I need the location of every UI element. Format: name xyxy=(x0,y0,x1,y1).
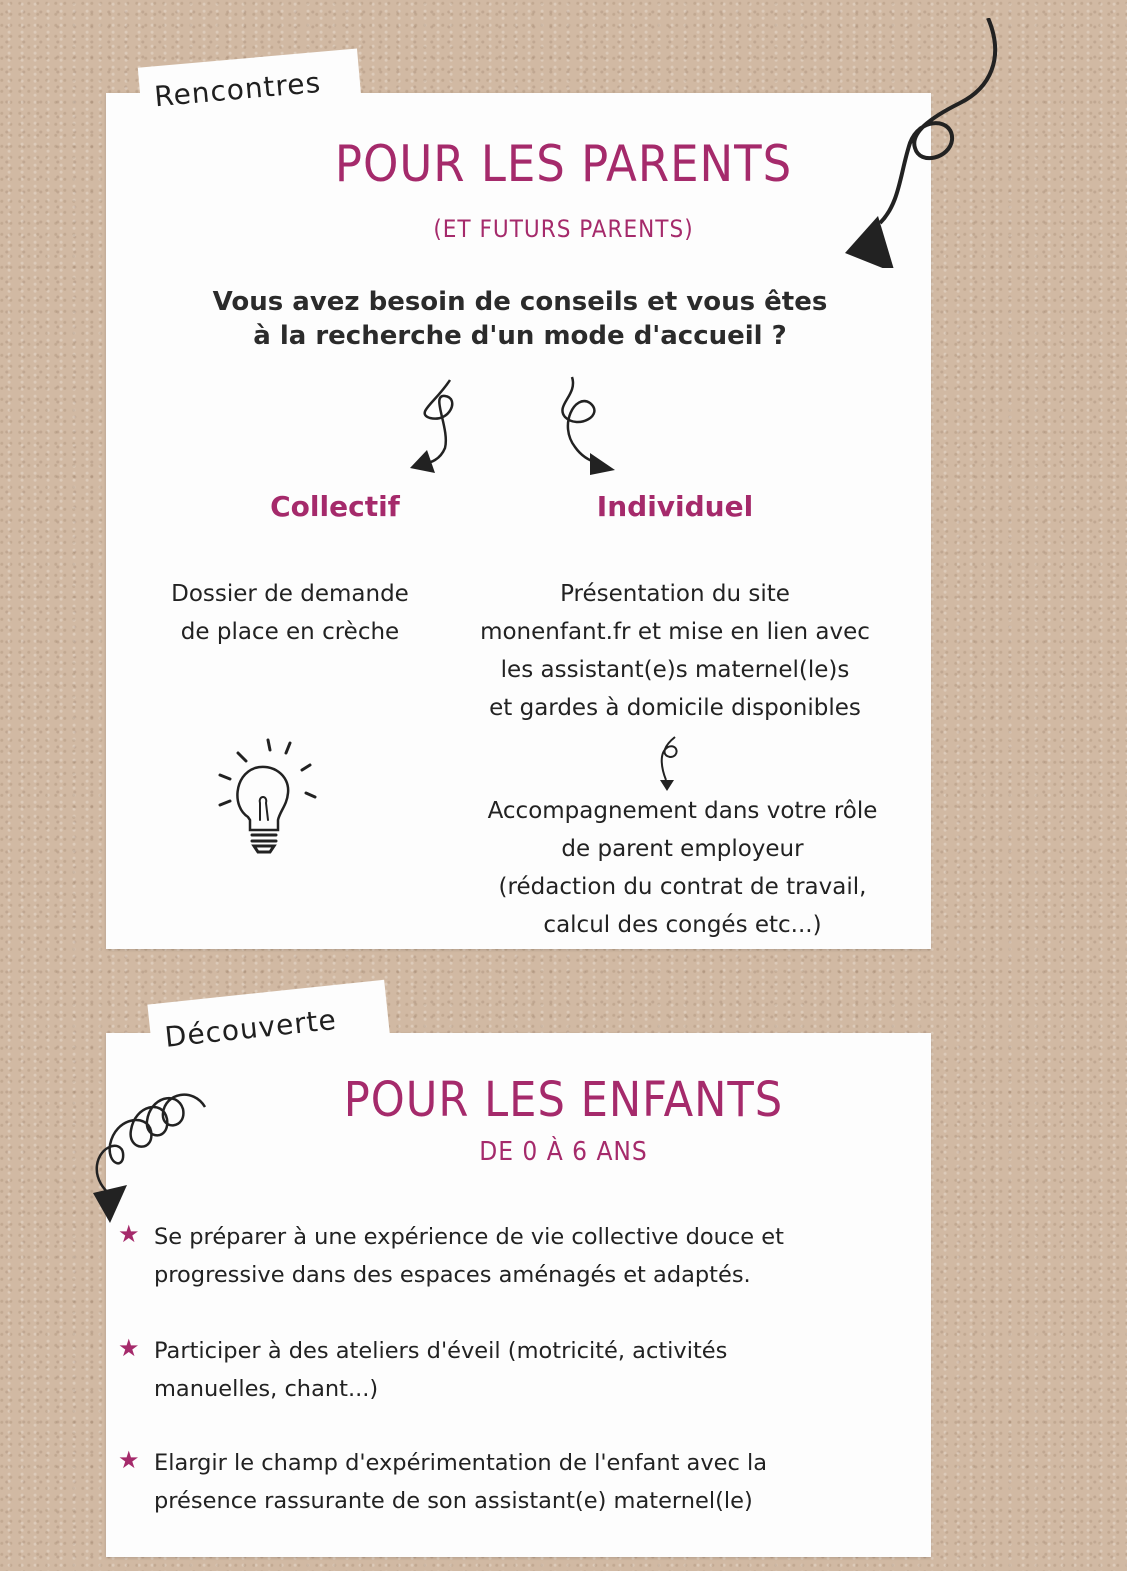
parents-title: POUR LES PARENTS xyxy=(334,135,793,193)
curly-arrow-icon xyxy=(550,375,620,480)
list-item-text xyxy=(154,1332,894,1408)
parents-question xyxy=(130,285,910,353)
curly-arrow-icon xyxy=(650,735,690,795)
curly-arrow-icon xyxy=(840,18,1010,268)
individuel-heading: Individuel xyxy=(596,490,754,523)
star-bullet-icon: ★ xyxy=(118,1220,140,1248)
individuel-text xyxy=(445,575,905,727)
individuel-line-2: monenfant.fr et mise en lien avec xyxy=(480,619,870,645)
list-item-line-1: Elargir le champ d'expérimentation de l'enfant avec la xyxy=(154,1450,768,1476)
list-item-line-2: manuelles, chant...) xyxy=(154,1376,379,1402)
parents-subtitle: (ET FUTURS PARENTS) xyxy=(433,215,694,243)
accomp-line-3: (rédaction du contrat de travail, xyxy=(498,874,867,900)
accomp-line-2: de parent employeur xyxy=(561,836,804,862)
collectif-line-1: Dossier de demande xyxy=(171,581,409,607)
list-item-line-1: Se préparer à une expérience de vie collective douce et xyxy=(154,1224,784,1250)
star-bullet-icon: ★ xyxy=(118,1446,140,1474)
curly-arrow-icon xyxy=(405,378,475,478)
question-line-2: à la recherche d'un mode d'accueil ? xyxy=(253,321,787,351)
collectif-heading: Collectif xyxy=(270,490,400,523)
star-bullet-icon: ★ xyxy=(118,1334,140,1362)
individuel-line-3: les assistant(e)s maternel(le)s xyxy=(500,657,850,683)
question-line-1: Vous avez besoin de conseils et vous êtes xyxy=(212,287,828,317)
accomp-line-4: calcul des congés etc...) xyxy=(543,912,822,938)
individuel-line-4: et gardes à domicile disponibles xyxy=(489,695,861,721)
accomp-line-1: Accompagnement dans votre rôle xyxy=(487,798,878,824)
enfants-subtitle: DE 0 À 6 ANS xyxy=(479,1137,648,1167)
tag-rencontres: Rencontres xyxy=(138,49,362,128)
list-item-line-2: présence rassurante de son assistant(e) maternel(le) xyxy=(154,1488,753,1514)
curly-arrow-icon xyxy=(65,1085,215,1230)
enfants-title: POUR LES ENFANTS xyxy=(343,1072,784,1128)
list-item-line-2: progressive dans des espaces aménagés et adaptés. xyxy=(154,1262,751,1288)
collectif-text xyxy=(150,575,430,651)
individuel-line-1: Présentation du site xyxy=(560,581,790,607)
collectif-line-2: de place en crèche xyxy=(180,619,400,645)
list-item-text xyxy=(154,1218,894,1294)
tag-decouverte: Découverte xyxy=(147,980,390,1067)
lightbulb-icon xyxy=(210,735,330,860)
accompagnement-text xyxy=(445,792,920,944)
list-item-line-1: Participer à des ateliers d'éveil (motricité, activités xyxy=(154,1338,728,1364)
list-item-text xyxy=(154,1444,894,1520)
